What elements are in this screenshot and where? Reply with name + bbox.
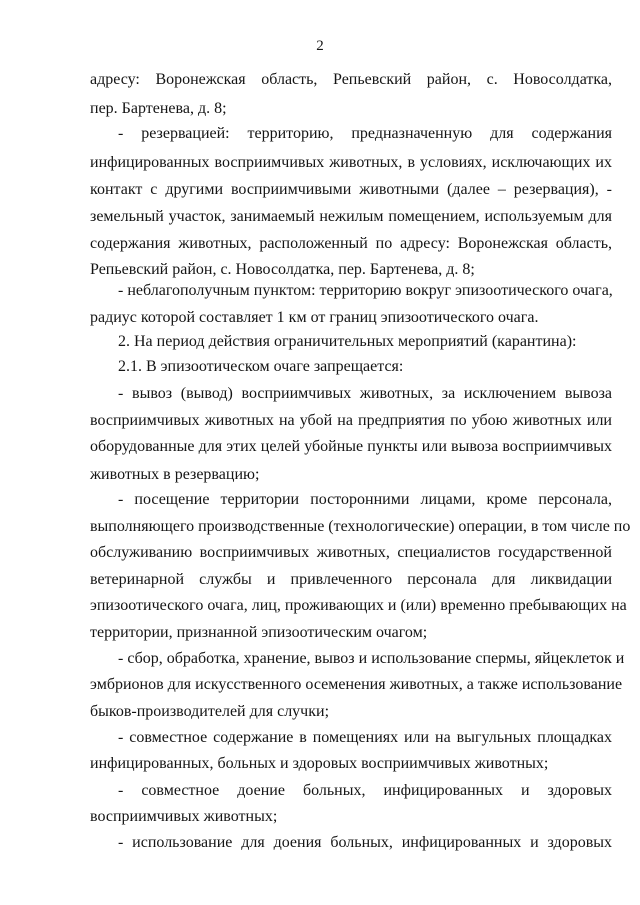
text-line: инфицированных, больных и здоровых восприимчивых животных; xyxy=(90,755,549,772)
text-line: - совместное содержание в помещениях или на выгульных площадках xyxy=(118,729,612,746)
text-line: Репьевский район, с. Новосолдатка, пер. Бартенева, д. 8; xyxy=(90,261,475,278)
text-line: радиус которой составляет 1 км от границ эпизоотического очага. xyxy=(90,309,539,326)
text-line: контакт с другими восприимчивыми животными (далее – резервация), - xyxy=(90,181,612,198)
text-line: - резервацией: территорию, предназначенную для содержания xyxy=(118,125,612,142)
text-line: пер. Бартенева, д. 8; xyxy=(90,100,227,117)
text-line: территории, признанной эпизоотическим очагом; xyxy=(90,624,428,641)
text-line: ветеринарной службы и привлеченного персонала для ликвидации xyxy=(90,571,612,588)
text-line: содержания животных, расположенный по адресу: Воронежская область, xyxy=(90,235,612,252)
text-line: животных в резервацию; xyxy=(90,466,260,483)
text-line: быков-производителей для случки; xyxy=(90,703,330,720)
text-line: 2.1. В эпизоотическом очаге запрещается: xyxy=(118,358,404,375)
text-line: - посещение территории посторонними лицами, кроме персонала, xyxy=(118,491,612,508)
text-line: земельный участок, занимаемый нежилым помещением, используемым для xyxy=(90,208,612,225)
text-line: эмбрионов для искусственного осеменения животных, а также использование xyxy=(90,676,623,693)
text-line: эпизоотического очага, лиц, проживающих и (или) временно пребывающих на xyxy=(90,597,627,614)
text-line: - сбор, обработка, хранение, вывоз и использование спермы, яйцеклеток и xyxy=(118,650,625,667)
text-line: адресу: Воронежская область, Репьевский район, с. Новосолдатка, xyxy=(90,71,612,88)
text-line: инфицированных восприимчивых животных, в условиях, исключающих их xyxy=(90,154,612,171)
text-line: - использование для доения больных, инфицированных и здоровых xyxy=(118,834,612,851)
page-number: 2 xyxy=(316,38,324,54)
text-line: - совместное доение больных, инфицированных и здоровых xyxy=(118,782,612,799)
text-line: восприимчивых животных; xyxy=(90,808,278,825)
text-line: оборудованные для этих целей убойные пункты или вывоза восприимчивых xyxy=(90,438,612,455)
text-line: выполняющего производственные (технологические) операции, в том числе по xyxy=(90,518,631,535)
text-line: восприимчивых животных на убой на предприятия по убою животных или xyxy=(90,412,612,429)
text-line: обслуживанию восприимчивых животных, специалистов государственной xyxy=(90,544,612,561)
text-line: 2. На период действия ограничительных мероприятий (карантина): xyxy=(118,333,577,350)
text-line: - вывоз (вывод) восприимчивых животных, за исключением вывоза xyxy=(118,385,612,402)
text-line: - неблагополучным пунктом: территорию вокруг эпизоотического очага, xyxy=(118,282,613,299)
